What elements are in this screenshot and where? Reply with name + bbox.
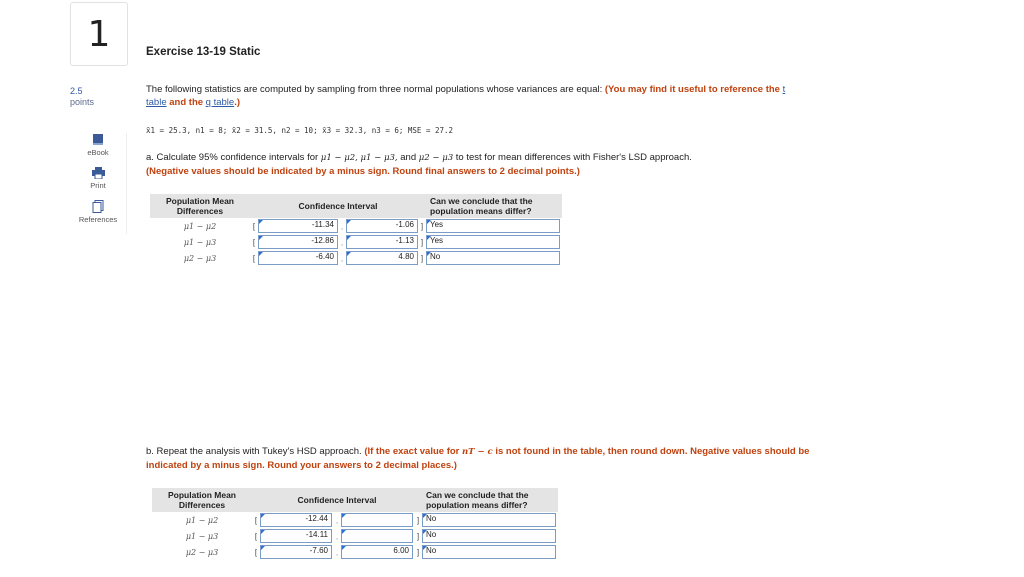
row-label: μ2 − μ3	[183, 253, 217, 263]
close-bracket: ]	[420, 221, 424, 231]
part-a-mu3: μ2 − μ3	[418, 153, 454, 163]
statistics-line: x̄1 = 25.3, n1 = 8; x̄2 = 31.5, n2 = 10; x̄3 = 32.3, n3 = 6; MSE = 27.2	[146, 126, 454, 135]
table-row	[150, 218, 562, 234]
part-b-instruction-a: (If the exact value for	[364, 446, 460, 457]
lower-bound-input[interactable]: -11.34	[258, 219, 338, 233]
row-label: μ2 − μ3	[185, 547, 219, 557]
conclusion-select[interactable]: No	[426, 251, 560, 265]
part-b-nt-c: nT − c	[462, 447, 493, 457]
row-label: μ1 − μ2	[183, 221, 217, 231]
col-header-differences: Population Mean Differences	[152, 488, 252, 512]
comma: ,	[335, 515, 339, 525]
table-row	[150, 250, 562, 266]
col-header-differences: Population Mean Differences	[150, 194, 250, 218]
table-row	[150, 234, 562, 250]
ebook-icon	[92, 133, 104, 146]
table-row	[152, 528, 558, 544]
row-label: μ1 − μ2	[185, 515, 219, 525]
table-header-row	[150, 194, 562, 218]
comma: ,	[340, 253, 344, 263]
part-b-prompt	[146, 445, 826, 472]
lower-bound-input[interactable]: -12.86	[258, 235, 338, 249]
comma: ,	[335, 547, 339, 557]
conclusion-select[interactable]: Yes	[426, 219, 560, 233]
part-a-instruction: (Negative values should be indicated by a minus sign. Round final answers to 2 decimal points.)	[146, 166, 580, 177]
ebook-label: eBook	[87, 148, 109, 157]
open-bracket: [	[252, 221, 256, 231]
lower-bound-input[interactable]: -6.40	[258, 251, 338, 265]
intro-note-b: and the	[169, 97, 204, 108]
references-label: References	[78, 215, 118, 224]
ebook-button[interactable]	[70, 133, 126, 157]
close-bracket: ]	[416, 515, 420, 525]
q-table-link[interactable]: q table	[205, 97, 235, 108]
print-label: Print	[90, 181, 106, 190]
upper-bound-input[interactable]: -1.13	[346, 235, 418, 249]
open-bracket: [	[254, 531, 258, 541]
upper-bound-input[interactable]	[341, 513, 413, 527]
lower-bound-input[interactable]: -14.11	[260, 529, 332, 543]
points-value: 2.5	[70, 86, 83, 96]
part-a-mu2: μ1 − μ3,	[360, 153, 398, 163]
row-label: μ1 − μ3	[185, 531, 219, 541]
row-label: μ1 − μ3	[183, 237, 217, 247]
upper-bound-input[interactable]: 6.00	[341, 545, 413, 559]
t-table-link[interactable]: t table	[146, 84, 786, 108]
conclusion-select[interactable]: Yes	[426, 235, 560, 249]
close-bracket: ]	[420, 253, 424, 263]
tool-panel	[70, 133, 127, 234]
intro-note-c: .)	[234, 97, 241, 108]
col-header-conclude: Can we conclude that the population means differ?	[426, 194, 562, 218]
close-bracket: ]	[416, 531, 420, 541]
intro-note-a: (You may find it useful to reference the	[604, 84, 780, 95]
intro-text	[146, 83, 806, 109]
lower-bound-input[interactable]: -7.60	[260, 545, 332, 559]
intro-body: The following statistics are computed by sampling from three normal populations whose variances are equal:	[146, 84, 603, 95]
table-row	[152, 512, 558, 528]
conclusion-select[interactable]: No	[422, 513, 556, 527]
part-a-text-post: to test for mean differences with Fisher's LSD approach.	[455, 152, 692, 163]
open-bracket: [	[252, 237, 256, 247]
upper-bound-input[interactable]: -1.06	[346, 219, 418, 233]
part-a-prompt	[146, 151, 826, 178]
references-button[interactable]	[70, 200, 126, 224]
part-a-text: a. Calculate 95% confidence intervals for	[146, 152, 319, 163]
close-bracket: ]	[416, 547, 420, 557]
print-button[interactable]	[70, 167, 126, 190]
points-display	[70, 86, 94, 108]
upper-bound-input[interactable]	[341, 529, 413, 543]
comma: ,	[340, 237, 344, 247]
tukey-hsd-table	[152, 488, 558, 560]
conclusion-select[interactable]: No	[422, 529, 556, 543]
part-b-text: b. Repeat the analysis with Tukey's HSD approach.	[146, 446, 362, 457]
open-bracket: [	[252, 253, 256, 263]
upper-bound-input[interactable]: 4.80	[346, 251, 418, 265]
points-label: points	[70, 97, 95, 107]
comma: ,	[340, 221, 344, 231]
open-bracket: [	[254, 515, 258, 525]
comma: ,	[335, 531, 339, 541]
table-row	[152, 544, 558, 560]
conclusion-select[interactable]: No	[422, 545, 556, 559]
question-number: 1	[70, 2, 128, 66]
table-header-row	[152, 488, 558, 512]
part-a-and: and	[400, 152, 417, 163]
col-header-interval: Confidence Interval	[250, 194, 426, 218]
open-bracket: [	[254, 547, 258, 557]
part-b-instruction-b: is not found in the table, then round down. Negative values should be indicated by a minus sign. Round your answers to 2 decimal places.)	[146, 446, 810, 471]
references-icon	[92, 200, 104, 213]
col-header-interval: Confidence Interval	[252, 488, 422, 512]
exercise-title: Exercise 13-19 Static	[146, 46, 261, 58]
fisher-lsd-table	[150, 194, 562, 266]
lower-bound-input[interactable]: -12.44	[260, 513, 332, 527]
close-bracket: ]	[420, 237, 424, 247]
part-a-mu1: μ1 − μ2,	[320, 153, 358, 163]
print-icon	[92, 167, 105, 179]
col-header-conclude: Can we conclude that the population means differ?	[422, 488, 558, 512]
